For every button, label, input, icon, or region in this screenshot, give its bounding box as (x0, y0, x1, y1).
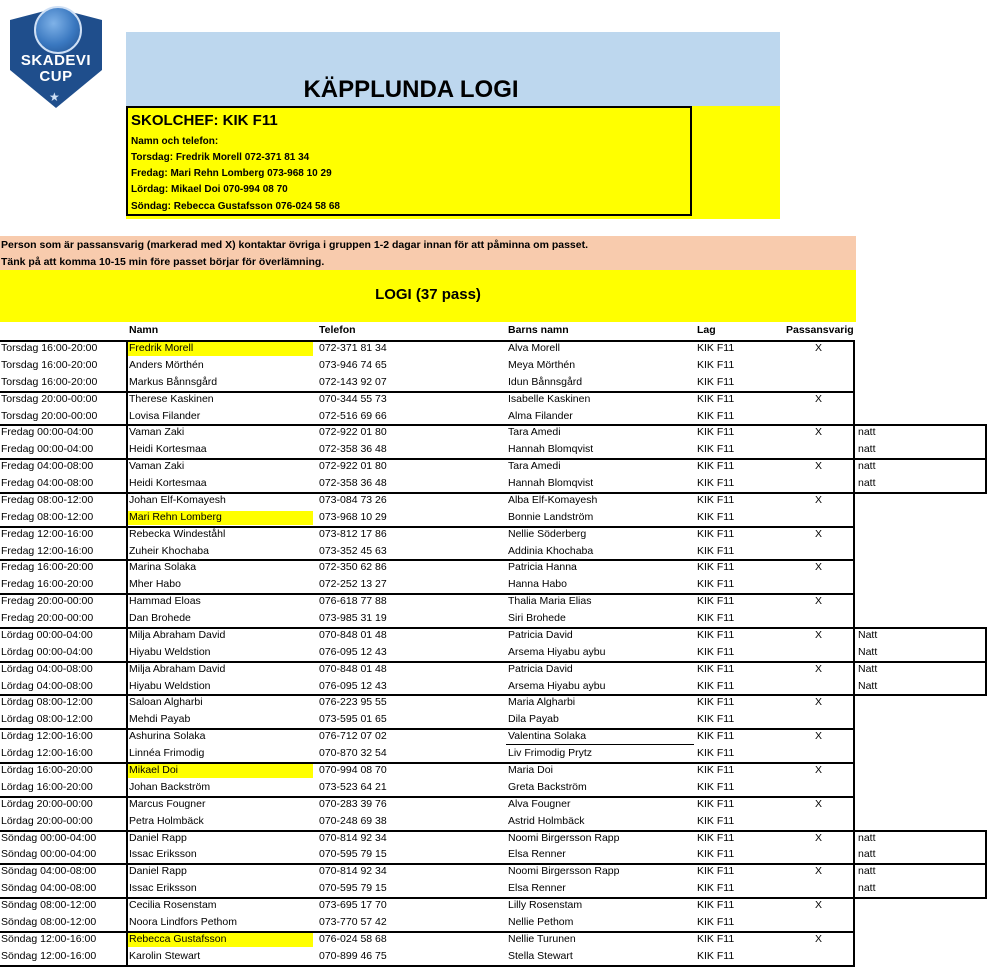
responsible-mark: X (815, 730, 823, 743)
responsible-mark: X (815, 628, 823, 641)
group-top-border (0, 627, 987, 629)
name-cell: Mikael Doi (129, 764, 179, 776)
team-cell: KIK F11 (697, 612, 735, 625)
group-left-border (126, 728, 128, 763)
name-cell: Johan Elf-Komayesh (129, 493, 226, 506)
team-cell: KIK F11 (697, 510, 735, 523)
night-note: natt (858, 848, 876, 861)
team-cell: KIK F11 (697, 679, 735, 692)
name-cell: Heidi Kortesmaa (129, 443, 207, 456)
team-cell: KIK F11 (697, 831, 735, 844)
phone-cell: 073-084 73 26 (319, 493, 387, 506)
group-left-border (126, 559, 128, 594)
child-name-cell: Greta Backström (508, 780, 587, 793)
night-note: natt (858, 882, 876, 895)
group-right-border (853, 931, 855, 966)
group-right-border (853, 627, 855, 662)
team-cell: KIK F11 (697, 932, 735, 945)
responsible-mark: X (815, 595, 823, 608)
contact-line: Torsdag: Fredrik Morell 072-371 81 34 (131, 152, 310, 163)
phone-cell: 072-516 69 66 (319, 409, 387, 422)
group-left-border (126, 627, 128, 662)
child-name-cell: Idun Bånnsgård (508, 375, 583, 388)
child-name-cell: Tara Amedi (508, 460, 561, 473)
phone-cell: 072-922 01 80 (319, 460, 387, 473)
column-header-passansvarig: Passansvarig (786, 324, 854, 336)
name-cell: Petra Holmbäck (129, 814, 204, 827)
name-cell: Mehdi Payab (129, 713, 191, 726)
team-cell: KIK F11 (697, 358, 735, 371)
child-name-cell: Noomi Birgersson Rapp (508, 831, 620, 844)
shift-cell: Fredag 00:00-04:00 (1, 443, 94, 456)
responsible-mark: X (815, 797, 823, 810)
phone-cell: 072-350 62 86 (319, 561, 387, 574)
phone-cell: 070-848 01 48 (319, 628, 387, 641)
child-name-cell: Noomi Birgersson Rapp (508, 865, 620, 878)
group-night-border (985, 863, 987, 898)
team-cell: KIK F11 (697, 477, 735, 490)
child-name-cell: Isabelle Kaskinen (508, 392, 591, 405)
shift-cell: Lördag 00:00-04:00 (1, 645, 93, 658)
child-name-cell: Alba Elf-Komayesh (508, 493, 598, 506)
child-name-cell: Meya Mörthén (508, 358, 576, 371)
group-right-border (853, 424, 855, 459)
shift-cell: Lördag 00:00-04:00 (1, 628, 93, 641)
logo-text-line2: CUP (39, 68, 73, 85)
night-note: Natt (858, 628, 878, 641)
group-left-border (126, 897, 128, 932)
shift-cell: Fredag 20:00-00:00 (1, 612, 94, 625)
name-cell: Zuheir Khochaba (129, 544, 209, 557)
group-right-border (853, 593, 855, 628)
team-cell: KIK F11 (697, 764, 735, 776)
team-cell: KIK F11 (697, 949, 735, 962)
child-name-cell: Nellie Turunen (508, 932, 576, 945)
night-note: Natt (858, 645, 878, 658)
name-cell: Markus Bånnsgård (129, 375, 218, 388)
column-header-lag: Lag (697, 324, 716, 336)
team-cell: KIK F11 (697, 865, 735, 878)
group-left-border (126, 762, 128, 797)
group-left-border (126, 694, 128, 729)
group-left-border (126, 661, 128, 696)
handball-icon (34, 6, 82, 54)
contact-info-box (126, 106, 692, 216)
name-cell: Hammad Eloas (129, 595, 201, 608)
night-note: Natt (858, 679, 878, 692)
shift-cell: Söndag 08:00-12:00 (1, 899, 97, 912)
contact-line: Söndag: Rebecca Gustafsson 076-024 58 68 (131, 201, 340, 212)
group-night-border (985, 830, 987, 865)
shift-cell: Fredag 16:00-20:00 (1, 561, 94, 574)
name-cell: Saloan Algharbi (129, 696, 203, 709)
shift-cell: Lördag 04:00-08:00 (1, 662, 93, 675)
shift-cell: Fredag 12:00-16:00 (1, 527, 94, 540)
team-cell: KIK F11 (697, 899, 735, 912)
group-right-border (853, 897, 855, 932)
star-icon: ★ (49, 90, 60, 104)
child-name-cell: Thalia Maria Elias (508, 595, 592, 608)
group-right-border (853, 694, 855, 729)
group-top-border (0, 492, 855, 494)
responsible-mark: X (815, 527, 823, 540)
shift-cell: Lördag 16:00-20:00 (1, 780, 93, 793)
responsible-mark: X (815, 342, 823, 354)
group-top-border (0, 796, 855, 798)
shift-cell: Lördag 12:00-16:00 (1, 730, 93, 743)
responsible-mark: X (815, 899, 823, 912)
night-note: natt (858, 460, 876, 473)
group-top-border (0, 830, 987, 832)
phone-cell: 070-595 79 15 (319, 882, 387, 895)
column-header-telefon: Telefon (319, 324, 356, 336)
phone-cell: 070-248 69 38 (319, 814, 387, 827)
phone-cell: 076-024 58 68 (319, 932, 387, 945)
shift-cell: Fredag 08:00-12:00 (1, 493, 94, 506)
shift-cell: Fredag 20:00-00:00 (1, 595, 94, 608)
notice-text: Tänk på att komma 10-15 min före passet börjar för överlämning. (1, 256, 325, 268)
group-top-border (0, 391, 855, 393)
shift-cell: Lördag 20:00-00:00 (1, 814, 93, 827)
group-left-border (126, 424, 128, 459)
name-cell: Linnéa Frimodig (129, 747, 205, 760)
group-right-border (853, 796, 855, 831)
shift-cell: Fredag 16:00-20:00 (1, 578, 94, 591)
shift-cell: Torsdag 16:00-20:00 (1, 342, 98, 354)
responsible-mark: X (815, 696, 823, 709)
column-header-namn: Namn (129, 324, 159, 336)
shift-cell: Fredag 04:00-08:00 (1, 460, 94, 473)
phone-cell: 070-848 01 48 (319, 662, 387, 675)
group-top-border (0, 762, 855, 764)
team-cell: KIK F11 (697, 595, 735, 608)
team-cell: KIK F11 (697, 460, 735, 473)
night-note: natt (858, 477, 876, 490)
child-name-cell: Stella Stewart (508, 949, 573, 962)
child-name-cell: Addinia Khochaba (508, 544, 594, 557)
group-right-border (853, 492, 855, 527)
shift-cell: Söndag 12:00-16:00 (1, 932, 97, 945)
column-header-barns-namn: Barns namn (508, 324, 569, 336)
responsible-mark: X (815, 561, 823, 574)
shift-cell: Fredag 12:00-16:00 (1, 544, 94, 557)
child-name-cell: Siri Brohede (508, 612, 566, 625)
team-cell: KIK F11 (697, 662, 735, 675)
team-cell: KIK F11 (697, 527, 735, 540)
group-top-border (0, 863, 987, 865)
responsible-mark: X (815, 460, 823, 473)
group-night-border (985, 424, 987, 459)
team-cell: KIK F11 (697, 375, 735, 388)
phone-cell: 070-994 08 70 (319, 764, 387, 776)
name-cell: Marcus Fougner (129, 797, 206, 810)
team-cell: KIK F11 (697, 915, 735, 928)
group-left-border (126, 593, 128, 628)
child-name-cell: Valentina Solaka (508, 730, 587, 743)
name-cell: Rebecka Windeståhl (129, 527, 226, 540)
name-cell: Daniel Rapp (129, 831, 187, 844)
phone-cell: 072-922 01 80 (319, 426, 387, 439)
child-name-cell: Hannah Blomqvist (508, 443, 594, 456)
group-right-border (853, 458, 855, 493)
shift-cell: Söndag 04:00-08:00 (1, 865, 97, 878)
child-name-cell: Maria Doi (508, 764, 553, 776)
shift-cell: Torsdag 20:00-00:00 (1, 409, 98, 422)
shift-cell: Söndag 00:00-04:00 (1, 848, 97, 861)
name-cell: Mari Rehn Lomberg (129, 510, 222, 523)
group-right-border (853, 863, 855, 898)
group-left-border (126, 863, 128, 898)
team-cell: KIK F11 (697, 848, 735, 861)
child-name-cell: Arsema Hiyabu aybu (508, 679, 606, 692)
name-cell: Anders Mörthén (129, 358, 204, 371)
group-top-border (0, 728, 855, 730)
responsible-mark: X (815, 493, 823, 506)
team-cell: KIK F11 (697, 544, 735, 557)
phone-cell: 070-870 32 54 (319, 747, 387, 760)
group-top-border (0, 593, 855, 595)
child-name-cell: Patricia Hanna (508, 561, 577, 574)
team-cell: KIK F11 (697, 882, 735, 895)
shift-cell: Fredag 00:00-04:00 (1, 426, 94, 439)
team-cell: KIK F11 (697, 342, 735, 354)
child-name-cell: Astrid Holmbäck (508, 814, 585, 827)
child-name-cell: Arsema Hiyabu aybu (508, 645, 606, 658)
group-left-border (126, 931, 128, 966)
phone-cell: 073-968 10 29 (319, 510, 387, 523)
child-name-cell: Elsa Renner (508, 848, 566, 861)
child-name-cell: Liv Frimodig Prytz (508, 747, 593, 760)
team-cell: KIK F11 (697, 797, 735, 810)
group-right-border (853, 830, 855, 865)
group-left-border (126, 340, 128, 392)
phone-cell: 072-358 36 48 (319, 477, 387, 490)
child-name-cell: Dila Payab (508, 713, 559, 726)
name-cell: Issac Eriksson (129, 848, 197, 861)
responsible-mark: X (815, 865, 823, 878)
night-note: natt (858, 426, 876, 439)
contact-line: Namn och telefon: (131, 136, 219, 147)
phone-cell: 073-812 17 86 (319, 527, 387, 540)
phone-cell: 073-770 57 42 (319, 915, 387, 928)
child-name-cell: Nellie Pethom (508, 915, 574, 928)
team-cell: KIK F11 (697, 409, 735, 422)
group-left-border (126, 391, 128, 426)
team-cell: KIK F11 (697, 578, 735, 591)
child-name-cell: Patricia David (508, 628, 573, 641)
responsible-mark: X (815, 764, 823, 776)
team-cell: KIK F11 (697, 392, 735, 405)
group-night-border (985, 627, 987, 662)
group-top-border (0, 897, 855, 899)
name-cell: Marina Solaka (129, 561, 197, 574)
group-right-border (853, 762, 855, 797)
contact-line: Lördag: Mikael Doi 070-994 08 70 (131, 184, 288, 195)
child-name-cell: Alva Morell (508, 342, 560, 354)
child-name-cell: Nellie Söderberg (508, 527, 587, 540)
shift-cell: Söndag 04:00-08:00 (1, 882, 97, 895)
child-name-cell: Hannah Blomqvist (508, 477, 594, 490)
team-cell: KIK F11 (697, 713, 735, 726)
phone-cell: 070-344 55 73 (319, 392, 387, 405)
phone-cell: 072-252 13 27 (319, 578, 387, 591)
contact-line: Fredag: Mari Rehn Lomberg 073-968 10 29 (131, 168, 332, 179)
name-cell: Vaman Zaki (129, 460, 185, 473)
name-cell: Fredrik Morell (129, 342, 194, 354)
phone-cell: 076-618 77 88 (319, 595, 387, 608)
group-top-border (0, 458, 987, 460)
group-night-border (985, 458, 987, 493)
name-cell: Therese Kaskinen (129, 392, 214, 405)
shift-cell: Lördag 12:00-16:00 (1, 747, 93, 760)
phone-cell: 076-095 12 43 (319, 679, 387, 692)
team-cell: KIK F11 (697, 493, 735, 506)
child-name-cell: Alma Filander (508, 409, 573, 422)
name-cell: Hiyabu Weldstion (129, 645, 211, 658)
name-cell: Vaman Zaki (129, 426, 185, 439)
phone-cell: 070-814 92 34 (319, 831, 387, 844)
notice-text: Person som är passansvarig (markerad med X) kontaktar övriga i gruppen 1-2 dagar innan för att påminna om passet. (1, 239, 589, 251)
name-cell: Milja Abraham David (129, 628, 226, 641)
shift-cell: Söndag 08:00-12:00 (1, 915, 97, 928)
phone-cell: 072-371 81 34 (319, 342, 387, 354)
phone-cell: 072-358 36 48 (319, 443, 387, 456)
team-cell: KIK F11 (697, 730, 735, 743)
group-right-border (853, 728, 855, 763)
responsible-mark: X (815, 932, 823, 945)
phone-cell: 073-352 45 63 (319, 544, 387, 557)
team-cell: KIK F11 (697, 426, 735, 439)
name-cell: Karolin Stewart (129, 949, 201, 962)
name-cell: Cecilia Rosenstam (129, 899, 217, 912)
phone-cell: 076-223 95 55 (319, 696, 387, 709)
group-bottom-border (0, 965, 855, 967)
shift-cell: Torsdag 16:00-20:00 (1, 375, 98, 388)
page-title: KÄPPLUNDA LOGI (303, 76, 519, 103)
group-left-border (126, 526, 128, 561)
group-left-border (126, 796, 128, 831)
group-top-border (0, 526, 855, 528)
name-cell: Dan Brohede (129, 612, 191, 625)
phone-cell: 073-695 17 70 (319, 899, 387, 912)
shift-cell: Fredag 04:00-08:00 (1, 477, 94, 490)
phone-cell: 073-595 01 65 (319, 713, 387, 726)
name-cell: Hiyabu Weldstion (129, 679, 211, 692)
name-cell: Milja Abraham David (129, 662, 226, 675)
night-note: natt (858, 865, 876, 878)
team-cell: KIK F11 (697, 780, 735, 793)
skadevi-cup-logo (2, 2, 110, 114)
child-name-cell: Lilly Rosenstam (508, 899, 583, 912)
group-left-border (126, 458, 128, 493)
responsible-mark: X (815, 426, 823, 439)
night-note: Natt (858, 662, 878, 675)
child-name-cell: Maria Algharbi (508, 696, 576, 709)
shift-cell: Söndag 00:00-04:00 (1, 831, 97, 844)
team-cell: KIK F11 (697, 696, 735, 709)
shift-cell: Torsdag 16:00-20:00 (1, 358, 98, 371)
team-cell: KIK F11 (697, 443, 735, 456)
responsible-mark: X (815, 831, 823, 844)
team-cell: KIK F11 (697, 628, 735, 641)
group-left-border (126, 492, 128, 527)
cell-underline (506, 744, 694, 745)
phone-cell: 073-985 31 19 (319, 612, 387, 625)
group-top-border (0, 424, 987, 426)
shift-cell: Torsdag 20:00-00:00 (1, 392, 98, 405)
phone-cell: 070-899 46 75 (319, 949, 387, 962)
name-cell: Ashurina Solaka (129, 730, 206, 743)
phone-cell: 070-283 39 76 (319, 797, 387, 810)
shift-cell: Fredag 08:00-12:00 (1, 510, 94, 523)
shift-cell: Lördag 04:00-08:00 (1, 679, 93, 692)
name-cell: Heidi Kortesmaa (129, 477, 207, 490)
group-top-border (0, 559, 855, 561)
group-right-border (853, 559, 855, 594)
shift-cell: Söndag 12:00-16:00 (1, 949, 97, 962)
name-cell: Johan Backström (129, 780, 211, 793)
shift-cell: Lördag 08:00-12:00 (1, 696, 93, 709)
school-head-title: SKOLCHEF: KIK F11 (131, 112, 278, 129)
phone-cell: 073-523 64 21 (319, 780, 387, 793)
group-top-border (0, 694, 855, 696)
shift-cell: Lördag 16:00-20:00 (1, 764, 93, 776)
phone-cell: 070-814 92 34 (319, 865, 387, 878)
child-name-cell: Patricia David (508, 662, 573, 675)
name-cell: Lovisa Filander (129, 409, 201, 422)
group-right-border (853, 661, 855, 696)
logo-text-line1: SKADEVI (20, 52, 92, 69)
child-name-cell: Hanna Habo (508, 578, 567, 591)
child-name-cell: Tara Amedi (508, 426, 561, 439)
group-left-border (126, 830, 128, 865)
team-cell: KIK F11 (697, 814, 735, 827)
phone-cell: 072-143 92 07 (319, 375, 387, 388)
night-note: natt (858, 443, 876, 456)
group-right-border (853, 526, 855, 561)
team-cell: KIK F11 (697, 747, 735, 760)
name-cell: Rebecca Gustafsson (129, 932, 227, 945)
phone-cell: 076-712 07 02 (319, 730, 387, 743)
shift-cell: Lördag 08:00-12:00 (1, 713, 93, 726)
name-cell: Issac Eriksson (129, 882, 197, 895)
group-top-border (0, 931, 855, 933)
section-title: LOGI (37 pass) (375, 286, 481, 303)
group-right-border (853, 340, 855, 392)
child-name-cell: Elsa Renner (508, 882, 566, 895)
name-cell: Mher Habo (129, 578, 181, 591)
child-name-cell: Alva Fougner (508, 797, 571, 810)
phone-cell: 073-946 74 65 (319, 358, 387, 371)
child-name-cell: Bonnie Landström (508, 510, 594, 523)
shift-cell: Lördag 20:00-00:00 (1, 797, 93, 810)
group-top-border (0, 340, 855, 342)
phone-cell: 070-595 79 15 (319, 848, 387, 861)
name-cell: Noora Lindfors Pethom (129, 915, 237, 928)
team-cell: KIK F11 (697, 645, 735, 658)
group-night-border (985, 661, 987, 696)
name-cell: Daniel Rapp (129, 865, 187, 878)
responsible-mark: X (815, 662, 823, 675)
team-cell: KIK F11 (697, 561, 735, 574)
group-top-border (0, 661, 987, 663)
responsible-mark: X (815, 392, 823, 405)
group-right-border (853, 391, 855, 426)
night-note: natt (858, 831, 876, 844)
phone-cell: 076-095 12 43 (319, 645, 387, 658)
